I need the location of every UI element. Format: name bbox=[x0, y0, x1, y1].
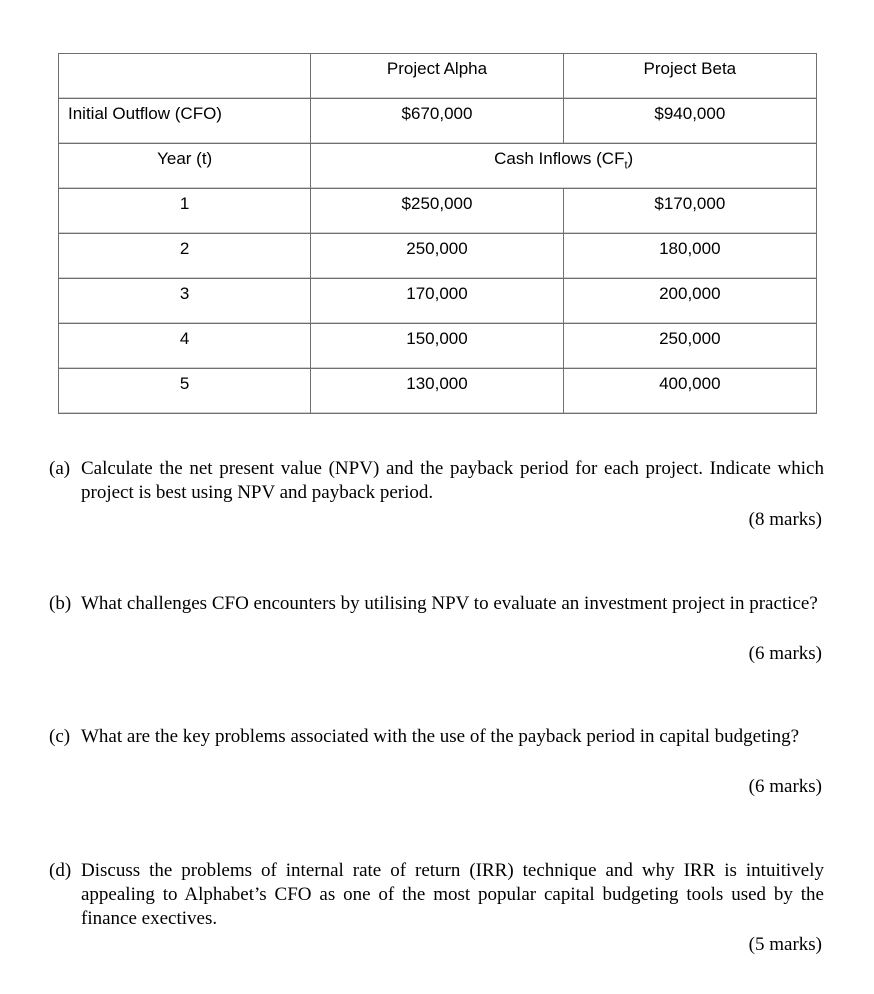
question-d bbox=[49, 859, 824, 931]
alpha-cell: $250,000 bbox=[311, 189, 563, 234]
subheader-row bbox=[59, 144, 817, 189]
initial-outflow-row bbox=[59, 99, 817, 144]
table-header-row bbox=[59, 54, 817, 99]
initial-outflow-label: Initial Outflow (CFO) bbox=[59, 99, 311, 144]
initial-outflow-alpha: $670,000 bbox=[311, 99, 563, 144]
beta-cell: 200,000 bbox=[563, 279, 816, 324]
alpha-cell: 130,000 bbox=[311, 369, 563, 414]
question-label: (d) bbox=[49, 860, 72, 881]
year-cell: 3 bbox=[59, 279, 311, 324]
alpha-cell: 150,000 bbox=[311, 324, 563, 369]
table-row bbox=[59, 234, 817, 279]
question-a-marks: (8 marks) bbox=[748, 509, 822, 530]
question-b-marks: (6 marks) bbox=[748, 643, 822, 664]
alpha-cell: 250,000 bbox=[311, 234, 563, 279]
beta-cell: 180,000 bbox=[563, 234, 816, 279]
table-row bbox=[59, 279, 817, 324]
cash-inflows-header: Cash Inflows $(CF_t)$ bbox=[311, 144, 817, 189]
question-a bbox=[49, 457, 824, 505]
table-row bbox=[59, 324, 817, 369]
question-label: (c) bbox=[49, 726, 71, 747]
beta-cell: $170,000 bbox=[563, 189, 816, 234]
question-label: (b) bbox=[49, 593, 72, 614]
year-header: Year (t) bbox=[59, 144, 311, 189]
question-b bbox=[49, 592, 824, 616]
year-cell: 2 bbox=[59, 234, 311, 279]
question-d-marks: (5 marks) bbox=[748, 934, 822, 955]
beta-cell: 400,000 bbox=[563, 369, 816, 414]
table-row bbox=[59, 369, 817, 414]
header-blank-cell bbox=[59, 54, 311, 99]
question-text: What are the key problems associated with the use of the payback period in capital budgeting? bbox=[81, 726, 800, 747]
question-text: Discuss the problems of internal rate of return (IRR) technique and why IRR is intuitively appealing to Alphabet’s CFO as one of the most popular capital budgeting tools used by the finance exectives. bbox=[81, 860, 824, 929]
question-c bbox=[49, 725, 824, 749]
question-label: (a) bbox=[49, 458, 71, 479]
beta-cell: 250,000 bbox=[563, 324, 816, 369]
question-c-marks: (6 marks) bbox=[748, 776, 822, 797]
year-cell: 4 bbox=[59, 324, 311, 369]
table-row bbox=[59, 189, 817, 234]
header-project-beta: Project Beta bbox=[563, 54, 816, 99]
initial-outflow-beta: $940,000 bbox=[563, 99, 816, 144]
question-text: Calculate the net present value (NPV) and the payback period for each project. Indicate which project is best using NPV and payback period. bbox=[81, 458, 824, 503]
alpha-cell: 170,000 bbox=[311, 279, 563, 324]
year-cell: 5 bbox=[59, 369, 311, 414]
header-project-alpha: Project Alpha bbox=[311, 54, 563, 99]
question-text: What challenges CFO encounters by utilising NPV to evaluate an investment project in practice? bbox=[81, 593, 818, 614]
cash-flow-table bbox=[58, 53, 817, 414]
year-cell: 1 bbox=[59, 189, 311, 234]
